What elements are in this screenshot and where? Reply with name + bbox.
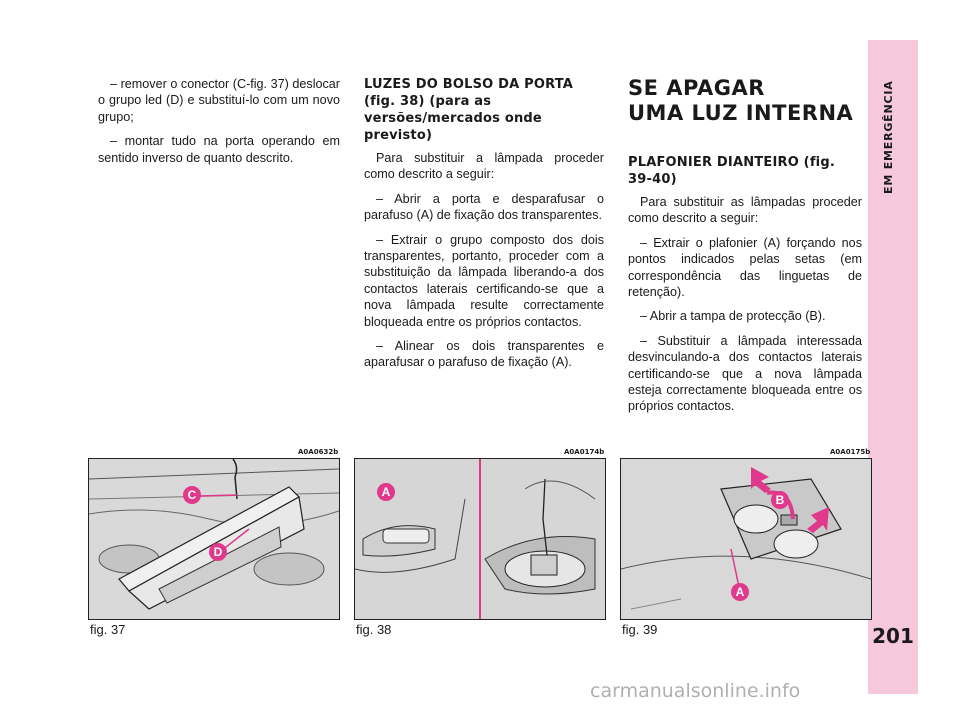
paragraph: – Extrair o grupo composto dos dois transparentes, portanto, proceder com a substituição da lâmpada liberando-a dos contactos laterais certificando-se que a nova lâmpada resulte correctamente bloqueada entre os próprios contactos.	[364, 232, 604, 329]
column-2	[364, 76, 604, 379]
section-sidebar	[868, 40, 918, 694]
page-title	[628, 76, 862, 126]
watermark: carmanualsonline.info	[590, 680, 801, 702]
column-3	[628, 76, 862, 423]
figure-code: A0A0175b	[830, 448, 871, 456]
callout-b: B	[771, 491, 789, 509]
section-label: EM EMERGÊNCIA	[882, 80, 895, 194]
figure-caption: fig. 37	[90, 622, 126, 637]
paragraph: – Abrir a tampa de protecção (B).	[640, 309, 826, 324]
figure-37-illustration	[88, 458, 340, 620]
paragraph: – remover o conector (C-fig. 37) deslocar o grupo led (D) e substituí-lo com um novo grupo;	[98, 77, 340, 124]
figure-caption: fig. 38	[356, 622, 392, 637]
callout-a: A	[377, 483, 395, 501]
title-line-2: UMA LUZ INTERNA	[628, 101, 854, 125]
figure-38-illustration	[354, 458, 606, 620]
callout-a: A	[731, 583, 749, 601]
figure-39-illustration	[620, 458, 872, 620]
figure-code: A0A0174b	[564, 448, 605, 456]
paragraph: – Abrir a porta e desparafusar o parafuso (A) de fixação dos transparentes.	[364, 191, 604, 223]
section-heading: LUZES DO BOLSO DA PORTA (fig. 38) (para as versões/mercados onde previsto)	[364, 77, 574, 143]
title-line-1: SE APAGAR	[628, 76, 765, 100]
paragraph: – montar tudo na porta operando em sentido inverso de quanto descrito.	[98, 134, 340, 165]
paragraph: – Substituir a lâmpada interessada desvinculando-a dos contactos laterais certificando-se que a nova lâmpada esteja correctamente bloqueada entre os próprios contactos.	[628, 333, 862, 414]
figure-caption: fig. 39	[622, 622, 658, 637]
callout-d: D	[209, 543, 227, 561]
figure-code: A0A0632b	[298, 448, 339, 456]
paragraph: – Alinear os dois transparentes e aparafusar o parafuso de fixação (A).	[364, 339, 604, 370]
paragraph: Para substituir as lâmpadas proceder como descrito a seguir:	[628, 195, 862, 226]
paragraph: Para substituir a lâmpada proceder como descrito a seguir:	[364, 151, 604, 182]
callout-c: C	[183, 486, 201, 504]
paragraph: – Extrair o plafonier (A) forçando nos pontos indicados pelas setas (em correspondência das linguetas de retenção).	[628, 235, 862, 300]
page-number: 201	[872, 624, 914, 648]
column-1	[98, 76, 340, 174]
section-heading: PLAFONIER DIANTEIRO (fig. 39-40)	[628, 155, 835, 187]
